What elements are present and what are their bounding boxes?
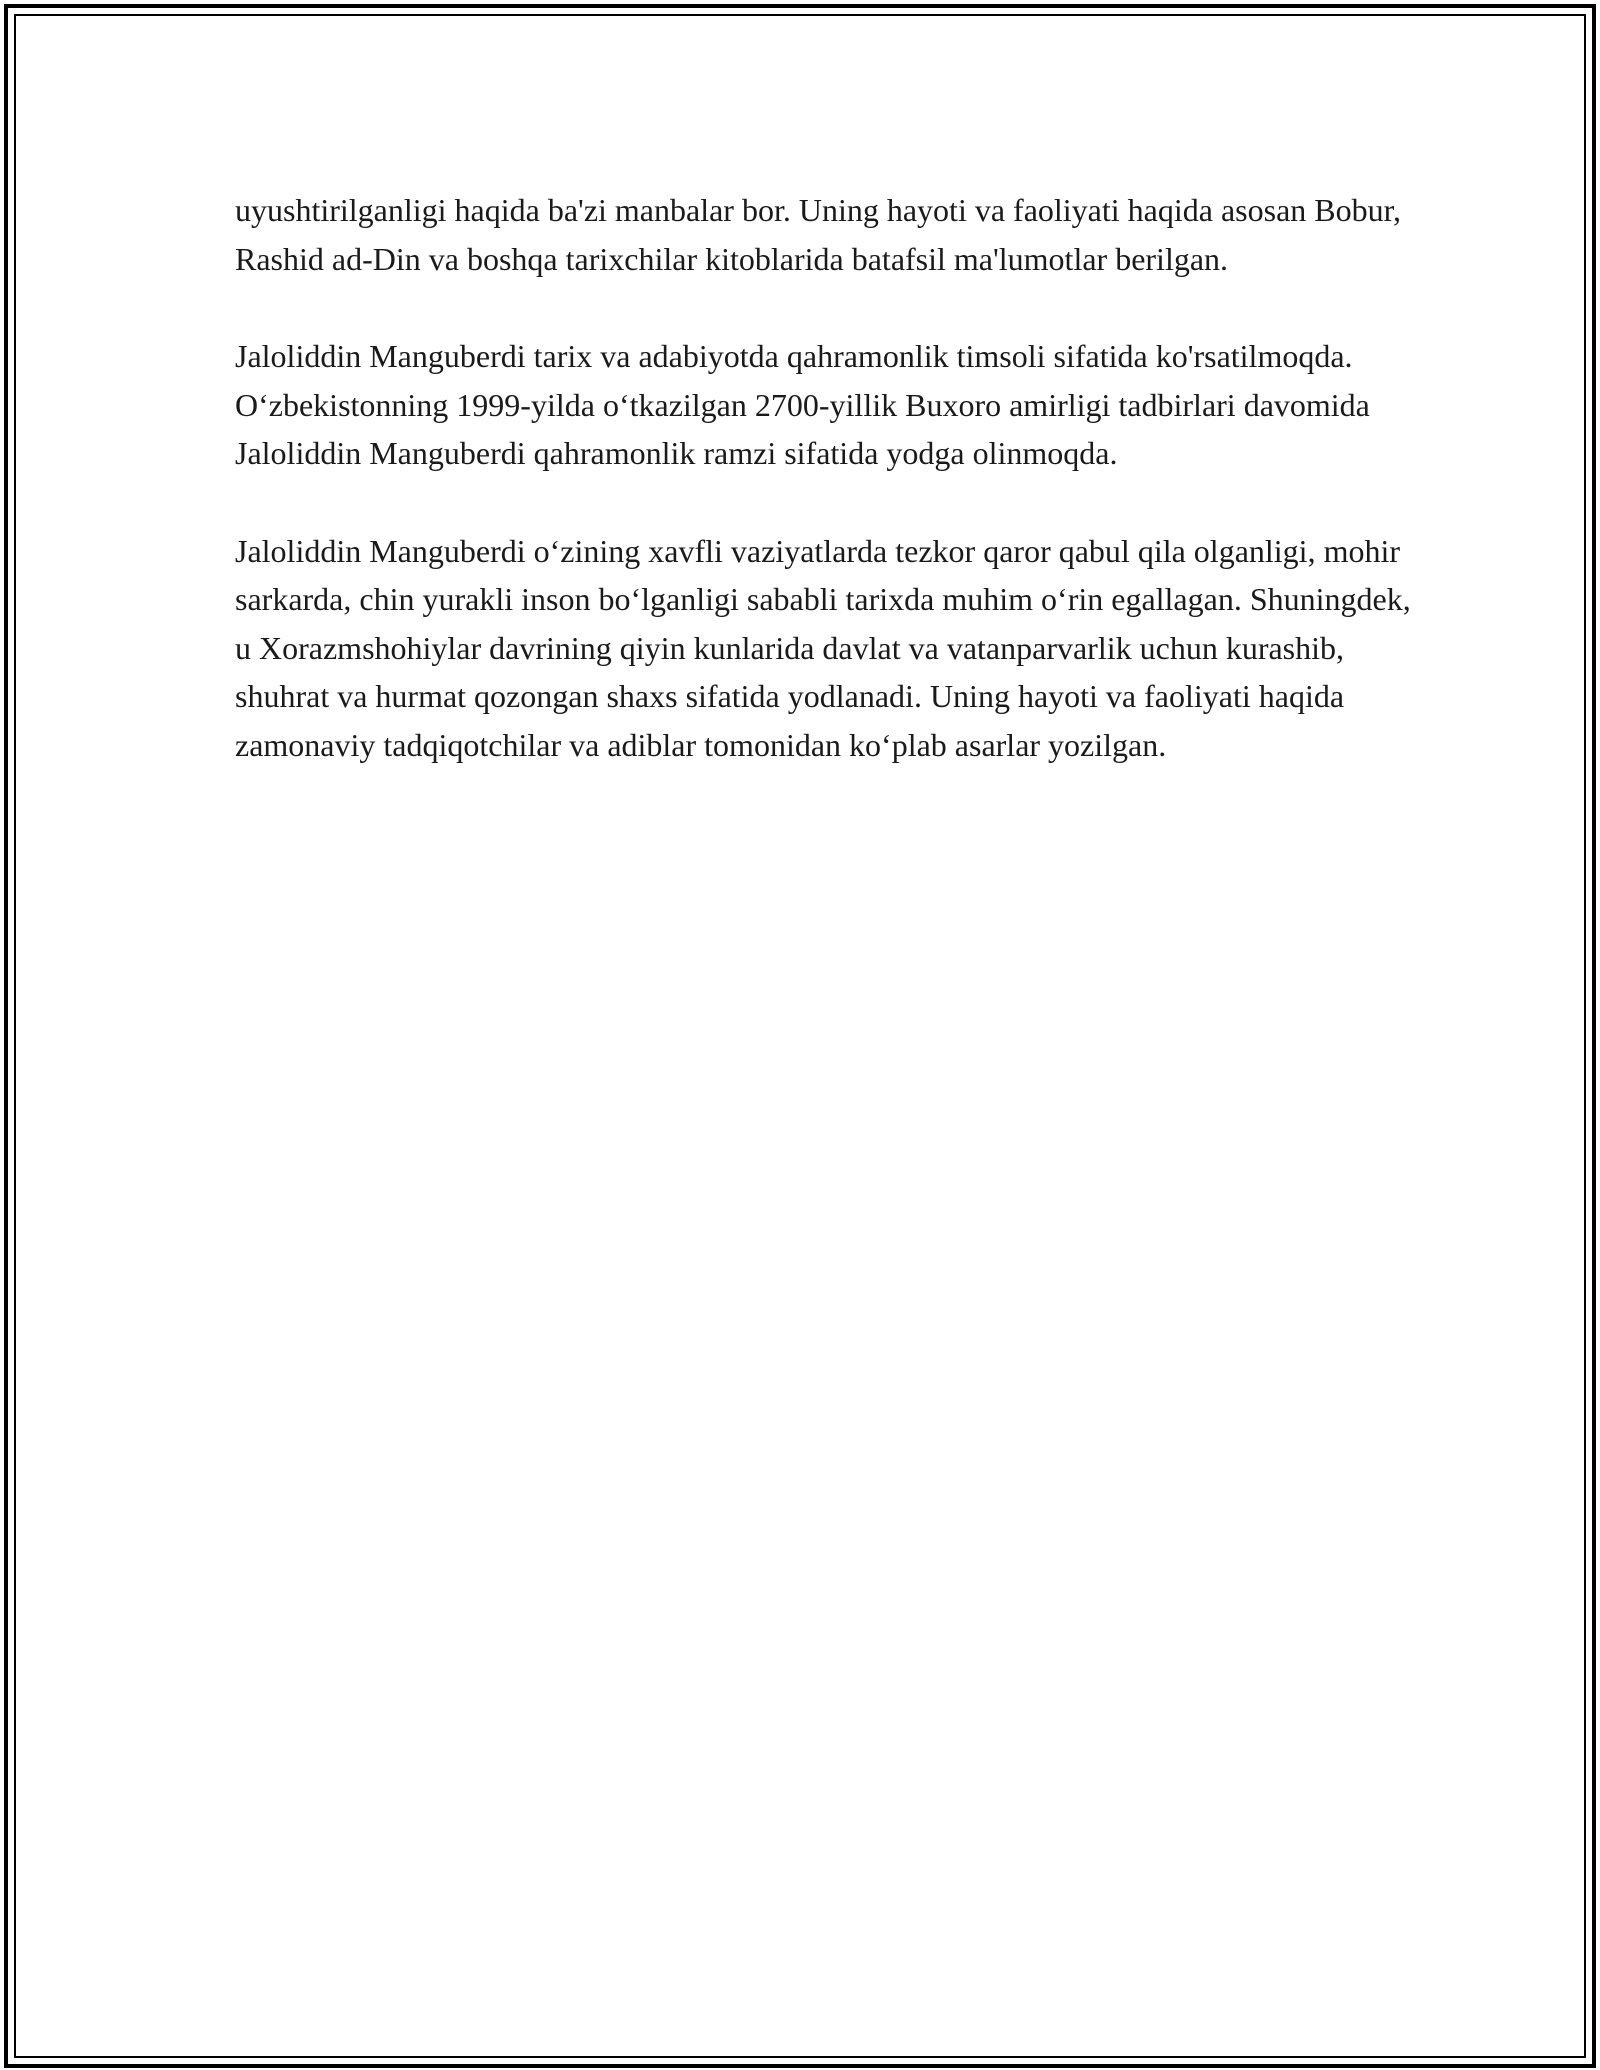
paragraph-3: Jaloliddin Manguberdi o‘zining xavfli vaziyatlarda tezkor qaror qabul qila olganligi, mohir sarkarda, chin yurakli inson bo‘lganligi sababli tarixda muhim o‘rin egallagan. Shuningdek, u Xorazmshohiylar davrining qiyin kunlarida davlat va vatanparvarlik uchun kurashib, shuhrat va hurmat qozongan shaxs sifatida yodlanadi. Uning hayoti va faoliyati haqida zamonaviy tadqiqotchilar va adiblar tomonidan ko‘plab asarlar yozilgan. (235, 532, 1411, 763)
paragraph-1: uyushtirilganligi haqida ba'zi manbalar bor. Uning hayoti va faoliyati haqida asosan Bobur, Rashid ad-Din va boshqa tarixchilar kitoblarida batafsil ma'lumotlar berilgan. (235, 192, 1401, 277)
document-body (235, 186, 1415, 818)
paragraph-2: Jaloliddin Manguberdi tarix va adabiyotda qahramonlik timsoli sifatida ko'rsatilmoqda. O‘zbekistonning 1999-yilda o‘tkazilgan 2700-yillik Buxoro amirligi tadbirlari davomida Jaloliddin Manguberdi qahramonlik ramzi sifatida yodga olinmoqda. (235, 338, 1370, 471)
